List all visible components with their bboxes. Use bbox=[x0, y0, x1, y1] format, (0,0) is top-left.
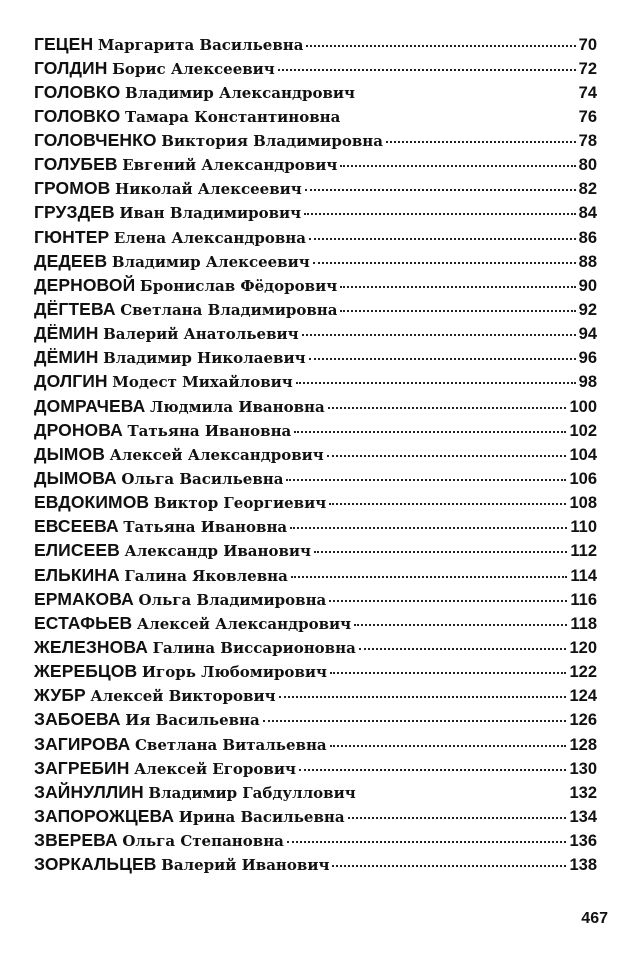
table-of-contents bbox=[34, 31, 597, 876]
entry-surname: ЗАБОЕВА bbox=[34, 709, 121, 730]
entry-given-name: Модест Михайлович bbox=[112, 373, 293, 392]
entry-surname: ЕВСЕЕВА bbox=[34, 516, 119, 537]
entry-name bbox=[34, 611, 351, 636]
list-item bbox=[34, 610, 597, 634]
entry-name bbox=[34, 200, 301, 225]
list-item bbox=[34, 55, 597, 79]
list-item bbox=[34, 683, 597, 707]
entry-page-number: 126 bbox=[569, 711, 597, 730]
entry-surname: ДЕДЕЕВ bbox=[34, 250, 108, 271]
list-item bbox=[34, 31, 597, 55]
list-item bbox=[34, 369, 597, 393]
entry-name bbox=[34, 732, 327, 757]
entry-surname: ГРОМОВ bbox=[34, 178, 111, 199]
entry-name bbox=[34, 514, 287, 539]
entry-surname: ЕЛЬКИНА bbox=[34, 564, 120, 585]
entry-name bbox=[34, 80, 355, 105]
entry-given-name: Борис Алексеевич bbox=[112, 59, 275, 78]
list-item bbox=[34, 393, 597, 417]
dot-leader bbox=[328, 393, 567, 412]
list-item bbox=[34, 466, 597, 490]
entry-given-name: Светлана Владимировна bbox=[120, 301, 338, 320]
entry-given-name: Ольга Васильевна bbox=[121, 470, 284, 489]
list-item bbox=[34, 586, 597, 610]
entry-page-number: 116 bbox=[570, 590, 597, 609]
entry-given-name: Галина Яковлевна bbox=[124, 566, 288, 585]
entry-page-number: 104 bbox=[569, 445, 597, 464]
list-item bbox=[34, 779, 597, 803]
entry-surname: ГОЛОВКО bbox=[34, 81, 121, 102]
entry-name bbox=[34, 418, 291, 443]
entry-surname: ЗАЙНУЛЛИН bbox=[34, 781, 144, 802]
entry-name bbox=[34, 683, 276, 708]
entry-name bbox=[34, 369, 293, 394]
entry-page-number: 92 bbox=[578, 301, 597, 320]
list-item bbox=[34, 804, 597, 828]
entry-name bbox=[34, 273, 337, 298]
entry-surname: ЕЛИСЕЕВ bbox=[34, 540, 120, 561]
entry-given-name: Валерий Анатольевич bbox=[103, 325, 299, 344]
dot-leader bbox=[343, 103, 575, 122]
list-item bbox=[34, 538, 597, 562]
entry-surname: ДЁМИН bbox=[34, 347, 99, 368]
entry-given-name: Галина Виссарионовна bbox=[152, 639, 356, 658]
entry-page-number: 78 bbox=[578, 132, 597, 151]
dot-leader bbox=[332, 852, 566, 871]
entry-page-number: 90 bbox=[578, 276, 597, 295]
list-item bbox=[34, 635, 597, 659]
list-item bbox=[34, 828, 597, 852]
entry-name bbox=[34, 394, 325, 419]
dot-leader bbox=[386, 128, 576, 147]
entry-surname: ДЁМИН bbox=[34, 323, 99, 344]
dot-leader bbox=[340, 297, 575, 316]
dot-leader bbox=[309, 345, 576, 364]
entry-page-number: 128 bbox=[569, 735, 597, 754]
dot-leader bbox=[302, 321, 576, 340]
entry-name bbox=[34, 297, 337, 322]
entry-page-number: 86 bbox=[578, 228, 597, 247]
entry-surname: ГОЛДИН bbox=[34, 57, 108, 78]
entry-surname: ЖЕРЕБЦОВ bbox=[34, 661, 138, 682]
entry-surname: ЗАГИРОВА bbox=[34, 733, 131, 754]
list-item bbox=[34, 731, 597, 755]
dot-leader bbox=[263, 707, 567, 726]
entry-surname: ГОЛОВЧЕНКО bbox=[34, 130, 157, 151]
list-item bbox=[34, 152, 597, 176]
entry-surname: ЗВЕРЕВА bbox=[34, 830, 118, 851]
entry-given-name: Татьяна Ивановна bbox=[127, 421, 292, 440]
list-item bbox=[34, 128, 597, 152]
entry-given-name: Иван Владимирович bbox=[119, 204, 302, 223]
entry-given-name: Владимир Алексеевич bbox=[111, 252, 310, 271]
list-item bbox=[34, 755, 597, 779]
entry-page-number: 98 bbox=[578, 373, 597, 392]
entry-page-number: 84 bbox=[578, 204, 597, 223]
list-item bbox=[34, 200, 597, 224]
list-item bbox=[34, 224, 597, 248]
dot-leader bbox=[299, 755, 567, 774]
entry-given-name: Владимир Габдуллович bbox=[148, 783, 356, 802]
entry-surname: ЗАПОРОЖЦЕВА bbox=[34, 806, 175, 826]
entry-given-name: Ирина Васильевна bbox=[178, 808, 345, 826]
entry-name bbox=[34, 804, 345, 829]
entry-page-number: 100 bbox=[569, 397, 597, 416]
dot-leader bbox=[329, 490, 566, 509]
entry-name bbox=[34, 659, 327, 684]
entry-name bbox=[34, 780, 356, 805]
entry-page-number: 114 bbox=[570, 566, 597, 585]
entry-given-name: Ольга Владимировна bbox=[138, 590, 327, 609]
entry-surname: ГОЛОВКО bbox=[34, 105, 121, 126]
entry-given-name: Ия Васильевна bbox=[125, 711, 260, 730]
entry-name bbox=[34, 225, 306, 250]
list-item bbox=[34, 103, 597, 127]
list-item bbox=[34, 852, 597, 876]
entry-page-number: 108 bbox=[569, 494, 597, 513]
entry-name bbox=[34, 249, 310, 274]
entry-page-number: 112 bbox=[570, 542, 597, 561]
entry-page-number: 132 bbox=[569, 783, 597, 802]
entry-name bbox=[34, 466, 283, 491]
list-item bbox=[34, 417, 597, 441]
entry-name bbox=[34, 442, 324, 467]
list-item bbox=[34, 297, 597, 321]
entry-given-name: Тамара Константиновна bbox=[125, 107, 341, 126]
entry-given-name: Елена Александровна bbox=[113, 228, 306, 247]
entry-surname: ЕРМАКОВА bbox=[34, 588, 134, 609]
entry-page-number: 136 bbox=[569, 832, 597, 851]
dot-leader bbox=[286, 466, 566, 485]
entry-name bbox=[34, 707, 260, 732]
list-item bbox=[34, 321, 597, 345]
dot-leader bbox=[291, 562, 568, 581]
entry-name bbox=[34, 563, 288, 588]
entry-given-name: Виктория Владимировна bbox=[161, 132, 383, 151]
entry-page-number: 110 bbox=[570, 518, 597, 537]
entry-page-number: 94 bbox=[578, 325, 597, 344]
entry-surname: ЖЕЛЕЗНОВА bbox=[34, 637, 148, 658]
list-item bbox=[34, 562, 597, 586]
entry-name bbox=[34, 345, 306, 370]
entry-given-name: Валерий Иванович bbox=[161, 856, 330, 875]
entry-page-number: 138 bbox=[569, 856, 597, 875]
entry-given-name: Людмила Ивановна bbox=[150, 397, 325, 416]
entry-given-name: Алексей Александрович bbox=[136, 614, 352, 633]
entry-surname: ДЫМОВ bbox=[34, 443, 105, 464]
entry-given-name: Виктор Георгиевич bbox=[153, 494, 327, 513]
entry-given-name: Ольга Степановна bbox=[122, 832, 284, 851]
entry-given-name: Владимир Александрович bbox=[125, 83, 355, 102]
entry-name bbox=[34, 128, 383, 153]
entry-surname: ГЕЦЕН bbox=[34, 33, 94, 54]
dot-leader bbox=[359, 779, 567, 798]
entry-given-name: Бронислав Фёдорович bbox=[139, 276, 338, 295]
dot-leader bbox=[330, 659, 567, 678]
dot-leader bbox=[309, 224, 576, 243]
dot-leader bbox=[296, 369, 576, 388]
list-item bbox=[34, 514, 597, 538]
entry-surname: ДОМРАЧЕВА bbox=[34, 395, 146, 416]
dot-leader bbox=[330, 731, 567, 750]
entry-surname: ДОЛГИН bbox=[34, 371, 108, 392]
entry-surname: ГРУЗДЕВ bbox=[34, 202, 115, 223]
entry-name bbox=[34, 828, 284, 853]
entry-name bbox=[34, 635, 356, 660]
dot-leader bbox=[314, 538, 567, 557]
entry-page-number: 102 bbox=[569, 421, 597, 440]
dot-leader bbox=[304, 200, 576, 219]
list-item bbox=[34, 707, 597, 731]
dot-leader bbox=[287, 828, 567, 847]
list-item bbox=[34, 79, 597, 103]
entry-given-name: Светлана Витальевна bbox=[134, 735, 327, 754]
entry-page-number: 74 bbox=[578, 83, 597, 102]
entry-given-name: Александр Иванович bbox=[124, 542, 312, 561]
dot-leader bbox=[358, 79, 576, 98]
entry-name bbox=[34, 176, 302, 201]
dot-leader bbox=[290, 514, 567, 533]
dot-leader bbox=[348, 804, 567, 823]
entry-given-name: Алексей Егорович bbox=[134, 759, 296, 778]
entry-page-number: 124 bbox=[569, 687, 597, 706]
dot-leader bbox=[327, 441, 567, 460]
list-item bbox=[34, 272, 597, 296]
list-item bbox=[34, 248, 597, 272]
entry-surname: ЖУБР bbox=[34, 685, 86, 706]
dot-leader bbox=[313, 248, 576, 267]
entry-surname: ДЕРНОВОЙ bbox=[34, 274, 136, 295]
entry-name bbox=[34, 852, 329, 877]
entry-surname: ЕСТАФЬЕВ bbox=[34, 612, 133, 633]
entry-page-number: 82 bbox=[578, 180, 597, 199]
entry-name bbox=[34, 490, 326, 515]
entry-page-number: 122 bbox=[569, 663, 597, 682]
entry-surname: ГОЛУБЕВ bbox=[34, 154, 118, 175]
entry-page-number: 106 bbox=[569, 470, 597, 489]
entry-name bbox=[34, 538, 311, 563]
dot-leader bbox=[305, 176, 576, 195]
page-number: 467 bbox=[581, 910, 608, 927]
entry-surname: ГЮНТЕР bbox=[34, 226, 110, 247]
entry-page-number: 76 bbox=[578, 107, 597, 126]
dot-leader bbox=[359, 635, 567, 654]
list-item bbox=[34, 441, 597, 465]
dot-leader bbox=[340, 152, 575, 171]
dot-leader bbox=[329, 586, 567, 605]
entry-surname: ЗАГРЕБИН bbox=[34, 757, 130, 778]
entry-name bbox=[34, 104, 340, 129]
entry-surname: ЗОРКАЛЬЦЕВ bbox=[34, 854, 157, 875]
entry-surname: ДЁГТЕВА bbox=[34, 299, 116, 320]
entry-given-name: Алексей Викторович bbox=[90, 687, 276, 706]
entry-name bbox=[34, 32, 303, 57]
entry-name bbox=[34, 756, 296, 781]
entry-given-name: Евгений Александрович bbox=[122, 156, 338, 175]
entry-surname: ДРОНОВА bbox=[34, 419, 123, 440]
entry-given-name: Алексей Александрович bbox=[109, 445, 324, 464]
dot-leader bbox=[340, 272, 575, 291]
dot-leader bbox=[279, 683, 567, 702]
entry-page-number: 130 bbox=[569, 759, 597, 778]
entry-name bbox=[34, 56, 275, 81]
entry-page-number: 120 bbox=[569, 639, 597, 658]
list-item bbox=[34, 659, 597, 683]
entry-page-number: 80 bbox=[578, 156, 597, 175]
list-item bbox=[34, 490, 597, 514]
entry-given-name: Николай Алексеевич bbox=[115, 180, 302, 199]
entry-page-number: 70 bbox=[578, 35, 597, 54]
entry-given-name: Татьяна Ивановна bbox=[123, 518, 288, 537]
entry-given-name: Маргарита Васильевна bbox=[97, 35, 304, 54]
entry-given-name: Владимир Николаевич bbox=[103, 349, 306, 368]
entry-page-number: 88 bbox=[578, 252, 597, 271]
dot-leader bbox=[278, 55, 576, 74]
list-item bbox=[34, 345, 597, 369]
list-item bbox=[34, 176, 597, 200]
dot-leader bbox=[354, 610, 567, 629]
entry-page-number: 96 bbox=[578, 349, 597, 368]
entry-page-number: 72 bbox=[578, 59, 597, 78]
entry-page-number: 134 bbox=[569, 808, 597, 826]
dot-leader bbox=[306, 31, 575, 50]
entry-given-name: Игорь Любомирович bbox=[141, 663, 327, 682]
entry-name bbox=[34, 587, 326, 612]
entry-page-number: 118 bbox=[570, 614, 597, 633]
entry-surname: ДЫМОВА bbox=[34, 468, 117, 489]
entry-surname: ЕВДОКИМОВ bbox=[34, 492, 150, 513]
entry-name bbox=[34, 152, 337, 177]
dot-leader bbox=[294, 417, 566, 436]
entry-name bbox=[34, 321, 299, 346]
